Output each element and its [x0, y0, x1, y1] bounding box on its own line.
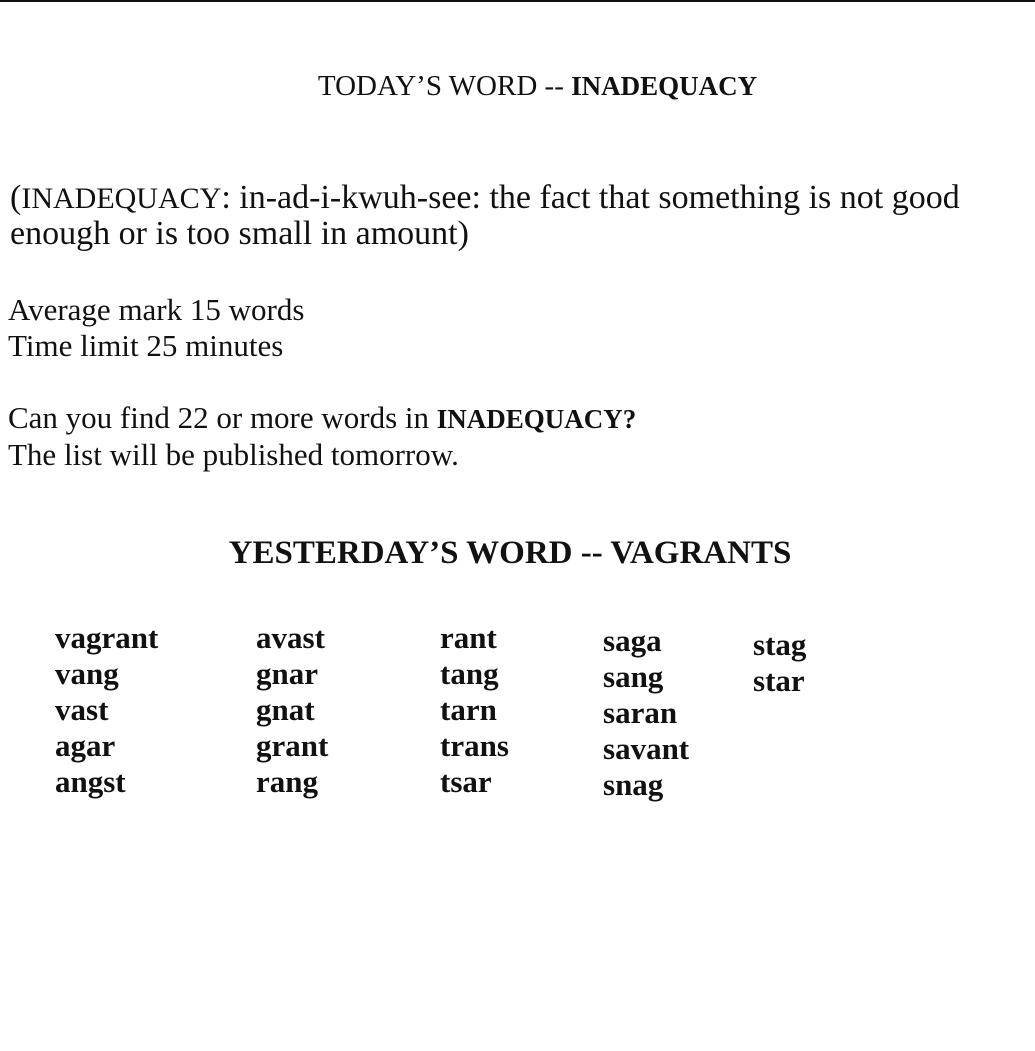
word-definition [10, 180, 1030, 251]
word-item: gnar [256, 656, 318, 691]
top-rule [0, 0, 1035, 2]
word-item: sang [603, 659, 664, 694]
word-column-2 [256, 620, 328, 800]
word-item: tarn [440, 692, 497, 727]
word-item: rang [256, 764, 318, 799]
word-column-1 [55, 620, 158, 800]
word-item: tang [440, 656, 499, 691]
todays-word-heading-prefix: TODAY’S WORD -- [317, 70, 572, 102]
definition-text: : in-ad-i-kwuh-see: the fact that something is not good enough or is too small in amount) [10, 179, 960, 252]
word-column-4 [603, 623, 689, 803]
definition-word: INADEQUACY [21, 182, 222, 215]
average-mark: Average mark 15 words [8, 292, 305, 327]
word-item: saran [603, 695, 678, 730]
yesterdays-word-heading: YESTERDAY’S WORD -- VAGRANTS [228, 535, 792, 571]
puzzle-stats [8, 292, 304, 364]
word-item: saga [603, 623, 662, 658]
word-item: savant [603, 731, 690, 766]
word-item: angst [55, 764, 126, 799]
challenge-text [8, 400, 636, 473]
word-item: snag [603, 767, 664, 802]
word-item: avast [256, 620, 325, 655]
word-item: vast [55, 692, 109, 727]
todays-word: INADEQUACY [571, 71, 758, 101]
word-item: vang [55, 656, 119, 691]
word-column-3 [440, 620, 509, 800]
word-item: agar [55, 728, 116, 763]
word-item: gnat [256, 692, 315, 727]
word-item: rant [440, 620, 497, 655]
word-item: vagrant [55, 620, 159, 655]
time-limit: Time limit 25 minutes [8, 328, 284, 363]
word-item: trans [440, 728, 509, 763]
word-item: star [753, 663, 805, 698]
word-item: tsar [440, 764, 492, 799]
todays-word-heading [0, 70, 1035, 103]
publish-note: The list will be published tomorrow. [8, 437, 459, 472]
challenge-prefix: Can you find 22 or more words in [8, 400, 437, 435]
definition-open-paren: ( [10, 179, 22, 216]
challenge-word: INADEQUACY? [436, 404, 637, 434]
word-item: grant [256, 728, 329, 763]
word-column-5 [753, 627, 806, 699]
word-item: stag [753, 627, 807, 662]
challenge-line [8, 400, 636, 437]
